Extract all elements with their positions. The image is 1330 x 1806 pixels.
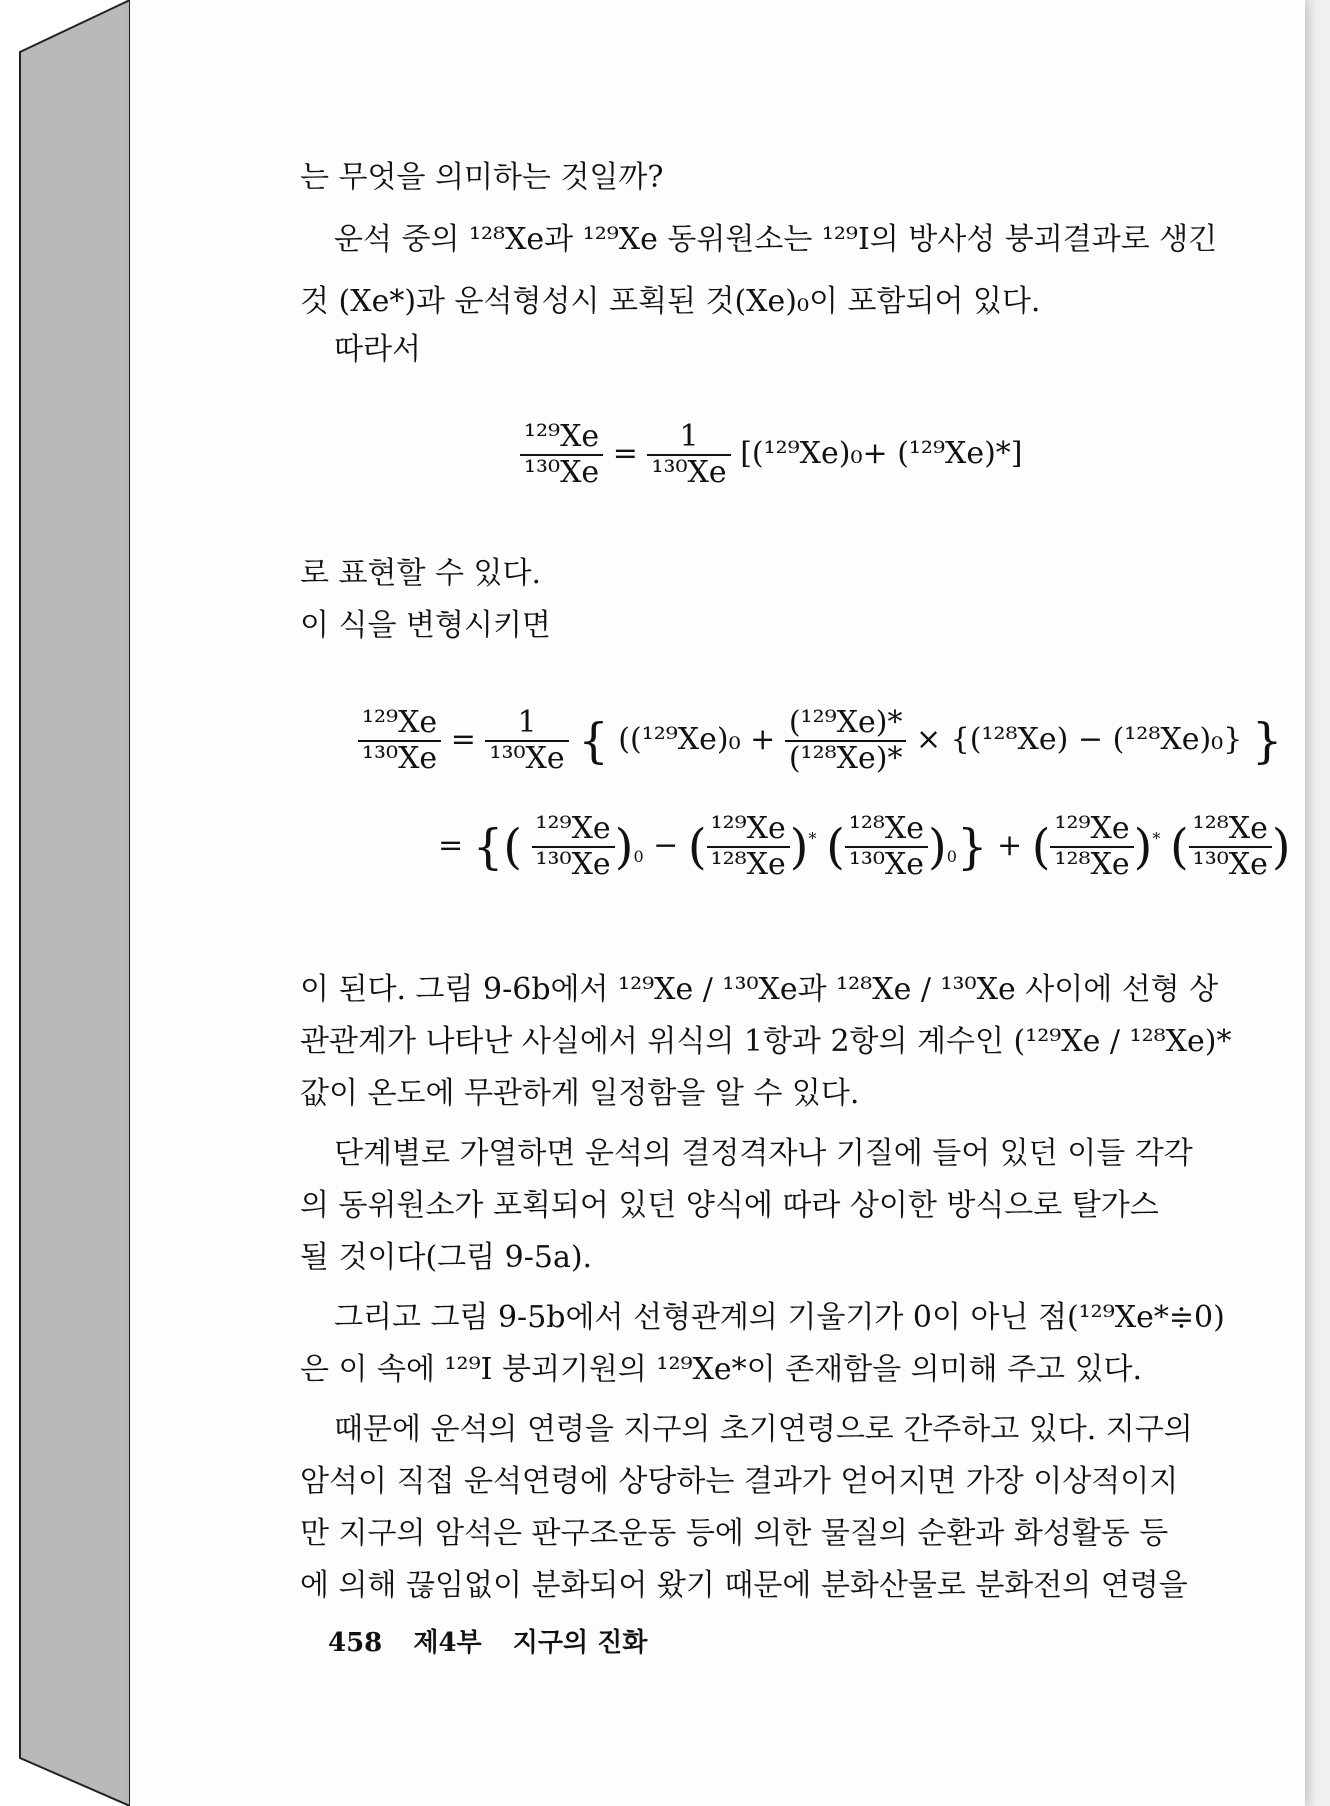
text-line-11: 의 동위원소가 포획되어 있던 양식에 따라 상이한 방식으로 탈가스 <box>300 1188 1159 1223</box>
text-line-13: 그리고 그림 9-5b에서 선형관계의 기울기가 0이 아닌 점(¹²⁹Xe*≑0) <box>334 1300 1225 1335</box>
text-line-14: 은 이 속에 ¹²⁹I 붕괴기원의 ¹²⁹Xe*이 존재함을 의미해 주고 있다. <box>300 1352 1143 1387</box>
text-line-7: 이 된다. 그림 9-6b에서 ¹²⁹Xe / ¹³⁰Xe과 ¹²⁸Xe / ¹³⁰Xe 사이에 선형 상 <box>300 972 1219 1007</box>
text-line-16: 암석이 직접 운석연령에 상당하는 결과가 얻어지면 가장 이상적이지 <box>300 1464 1179 1499</box>
text-line-9: 값이 온도에 무관하게 일정함을 알 수 있다. <box>300 1076 860 1111</box>
equation-1: $\frac{\text{¹²⁹Xe}}{\text{¹³⁰Xe}}$ = $\frac{1}{\text{¹³⁰Xe}}$ [(¹²⁹Xe)₀+ (¹²⁹Xe)*] <box>520 420 1023 490</box>
text-line-6: 이 식을 변형시키면 <box>300 608 551 643</box>
text-line-4: 따라서 <box>334 332 421 367</box>
text-line-1: 는 무엇을 의미하는 것일까? <box>300 160 664 195</box>
text-line-10: 단계별로 가열하면 운석의 결정격자나 기질에 들어 있던 이들 각각 <box>334 1136 1193 1171</box>
page-footer <box>328 1622 669 1659</box>
equation-3: = {( $\frac{\text{¹²⁹Xe}}{\text{¹³⁰Xe}}$ )$_0$ − ( $\frac{\text{¹²⁹Xe}}{\text{¹²⁸Xe}}$ )* ( $\frac{\text{¹²⁸Xe}}{\text{¹³⁰Xe}}$ )$_0$} + ( $\frac{\text{¹²⁹Xe}}{\text{¹²⁸Xe}}$ )* ( $\frac{\text{¹²⁸Xe}}{\text{¹³⁰Xe}}$ ) <box>438 811 1291 882</box>
part-label: 제4부 <box>413 1628 482 1658</box>
text-line-3: 것 (Xe*)과 운석형성시 포획된 것(Xe)₀이 포함되어 있다. <box>300 284 1041 319</box>
text-line-17: 만 지구의 암석은 판구조운동 등에 의한 물질의 순환과 화성활동 등 <box>300 1516 1169 1551</box>
text-line-5: 로 표현할 수 있다. <box>300 556 542 591</box>
text-line-8: 관관계가 나타난 사실에서 위식의 1항과 2항의 계수인 (¹²⁹Xe / ¹²⁸Xe)* <box>300 1024 1232 1059</box>
text-line-18: 에 의해 끊임없이 분화되어 왔기 때문에 분화산물로 분화전의 연령을 <box>300 1568 1188 1603</box>
chapter-title: 지구의 진화 <box>512 1628 648 1658</box>
page-number: 458 <box>328 1628 383 1658</box>
text-line-15: 때문에 운석의 연령을 지구의 초기연령으로 간주하고 있다. 지구의 <box>334 1412 1193 1447</box>
text-line-12: 될 것이다(그림 9-5a). <box>300 1240 593 1275</box>
text-line-2: 운석 중의 ¹²⁸Xe과 ¹²⁹Xe 동위원소는 ¹²⁹I의 방사성 붕괴결과로 생긴 <box>334 222 1218 257</box>
equation-2: $\frac{\text{¹²⁹Xe}}{\text{¹³⁰Xe}}$ = $\frac{1}{\text{¹³⁰Xe}}$ { ((¹²⁹Xe)₀ + $\frac{\text{(¹²⁹Xe)*}}{\text{(¹²⁸Xe)*}}$ × {(¹²⁸Xe) − (¹²⁸Xe)₀} } <box>358 706 1282 776</box>
